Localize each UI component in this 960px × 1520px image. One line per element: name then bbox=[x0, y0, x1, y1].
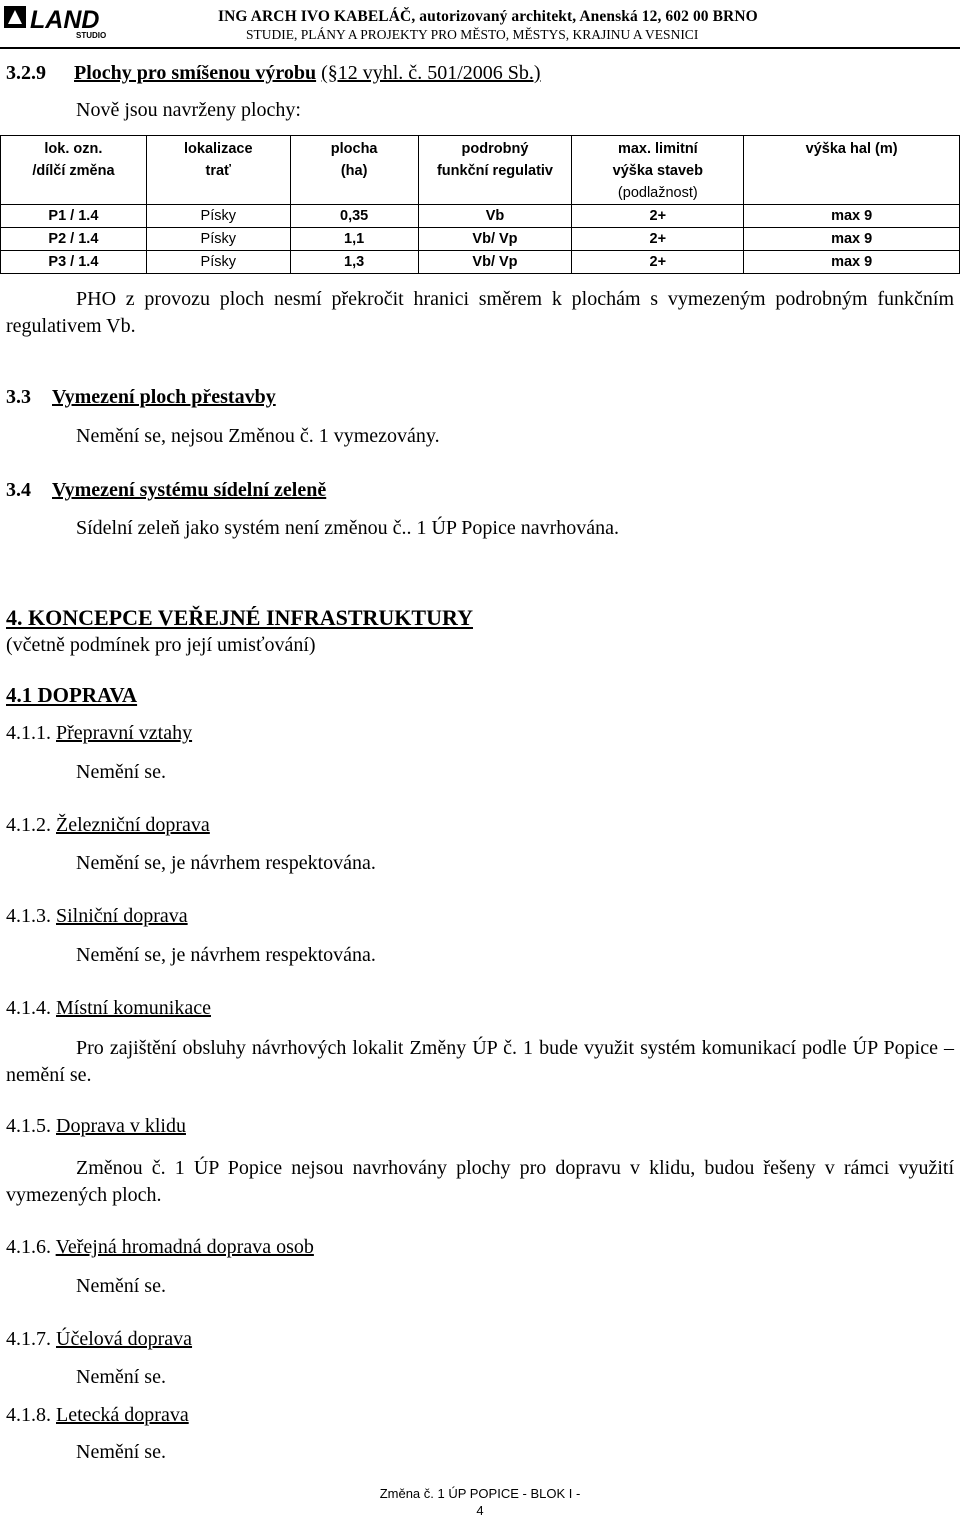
col-header-lok: lok. ozn. /dílčí změna bbox=[1, 136, 147, 205]
subsection-4-1-1-text: Nemění se. bbox=[76, 761, 166, 783]
subsection-4-1-4-text: Pro zajištění obsluhy návrhových lokalit Změny ÚP č. 1 bude využit systém komunikací podle ÚP Popice – nemění se. bbox=[6, 1037, 954, 1086]
col-header-vyska-staveb: max. limitní výška staveb (podlažnost) bbox=[572, 136, 744, 205]
intro-text: Nově jsou navrženy plochy: bbox=[76, 99, 301, 121]
areas-table bbox=[0, 135, 960, 274]
chapter-4-subtitle: (včetně podmínek pro její umisťování) bbox=[6, 634, 316, 656]
table-row: P2 / 1.4 Písky 1,1 Vb/ Vp 2+ max 9 bbox=[1, 228, 960, 251]
subsection-4-1-8-heading: 4.1.8. Letecká doprava bbox=[6, 1404, 189, 1426]
subsection-4-1-7-text: Nemění se. bbox=[76, 1366, 166, 1388]
subsection-4-1-1-heading: 4.1.1. Přepravní vztahy bbox=[6, 722, 193, 744]
subsection-4-1-3-heading: 4.1.3. Silniční doprava bbox=[6, 905, 188, 927]
logo-text: LAND bbox=[30, 6, 100, 34]
section-3-3-heading: 3.3 Vymezení ploch přestavby bbox=[6, 386, 276, 408]
table-row: P3 / 1.4 Písky 1,3 Vb/ Vp 2+ max 9 bbox=[1, 251, 960, 274]
pho-note: PHO z provozu ploch nesmí překročit hranici směrem k plochám s vymezeným podrobným funkčním regulativem Vb. bbox=[6, 288, 954, 337]
subsection-4-1-6-text: Nemění se. bbox=[76, 1275, 166, 1297]
section-title: Plochy pro smíšenou výrobu bbox=[74, 62, 317, 84]
subsection-4-1-6-heading: 4.1.6. Veřejná hromadná doprava osob bbox=[6, 1236, 314, 1258]
subsection-4-1-5-heading: 4.1.5. Doprava v klidu bbox=[6, 1115, 186, 1137]
subsection-4-1-8-text: Nemění se. bbox=[76, 1441, 166, 1463]
section-3-2-9-heading bbox=[6, 62, 541, 85]
subsection-4-1-4-heading: 4.1.4. Místní komunikace bbox=[6, 997, 211, 1019]
subsection-4-1-5-text: Změnou č. 1 ÚP Popice nejsou navrhovány plochy pro dopravu v klidu, budou řešeny v rámci využití vymezených ploch. bbox=[6, 1157, 954, 1206]
col-header-lokalizace: lokalizace trať bbox=[146, 136, 290, 205]
col-header-vyska-hal: výška hal (m) bbox=[744, 136, 960, 205]
logo-sub: STUDIO bbox=[76, 31, 107, 40]
chapter-4-title: 4. KONCEPCE VEŘEJNÉ INFRASTRUKTURY bbox=[6, 605, 473, 630]
table-header-row bbox=[1, 136, 960, 205]
col-header-regulativ: podrobný funkční regulativ bbox=[418, 136, 572, 205]
subsection-4-1-3-text: Nemění se, je návrhem respektována. bbox=[76, 944, 376, 966]
section-number: 3.2.9 bbox=[6, 62, 46, 84]
land-studio-logo bbox=[4, 4, 126, 40]
page-number: 4 bbox=[476, 1503, 484, 1518]
col-header-plocha: plocha (ha) bbox=[290, 136, 418, 205]
section-law-ref: (§12 vyhl. č. 501/2006 Sb.) bbox=[321, 62, 541, 84]
section-3-4-heading: 3.4 Vymezení systému sídelní zeleně bbox=[6, 479, 327, 501]
header-line-2: STUDIE, PLÁNY A PROJEKTY PRO MĚSTO, MĚSTYS, KRAJINU A VESNICI bbox=[246, 27, 699, 42]
section-3-3-text: Nemění se, nejsou Změnou č. 1 vymezovány. bbox=[76, 425, 440, 447]
section-3-4-text: Sídelní zeleň jako systém není změnou č.. 1 ÚP Popice navrhována. bbox=[76, 517, 620, 539]
subsection-4-1-7-heading: 4.1.7. Účelová doprava bbox=[6, 1328, 193, 1350]
footer-doc-title: Změna č. 1 ÚP POPICE - BLOK I - bbox=[379, 1486, 581, 1501]
table-row: P1 / 1.4 Písky 0,35 Vb 2+ max 9 bbox=[1, 205, 960, 228]
subsection-4-1-2-text: Nemění se, je návrhem respektována. bbox=[76, 852, 376, 874]
header-divider bbox=[0, 47, 960, 49]
subsection-4-1-2-heading: 4.1.2. Železniční doprava bbox=[6, 814, 210, 836]
header-line-1: ING ARCH IVO KABELÁČ, autorizovaný architekt, Anenská 12, 602 00 BRNO bbox=[218, 8, 758, 25]
section-4-1-heading: 4.1 DOPRAVA bbox=[6, 683, 138, 707]
